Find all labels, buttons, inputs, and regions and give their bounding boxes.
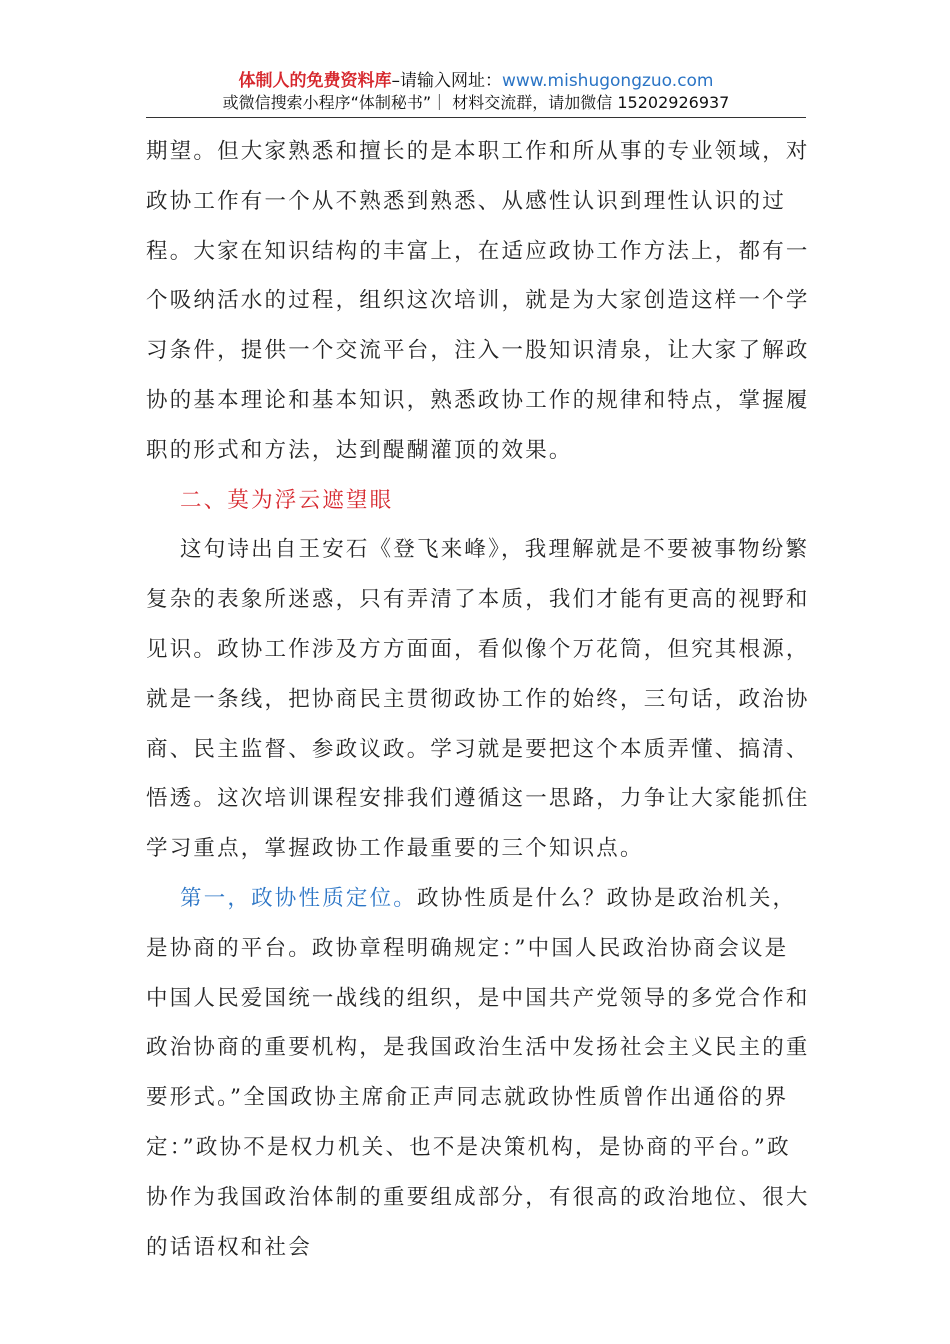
document-body (146, 127, 810, 1272)
paragraph-2: 这句诗出自王安石《登飞来峰》，我理解就是不要被事物纷繁复杂的表象所迷惑，只有弄清了本质，我们才能有更高的视野和见识。政协工作涉及方方面面，看似像个万花筒，但究其根源，就是一条线，把协商民主贯彻政协工作的始终，三句话，政治协商、民主监督、参政议政。学习就是要把这个本质弄懂、搞清、悟透。这次培训课程安排我们遵循这一思路，力争让大家能抓住学习重点，掌握政协工作最重要的三个知识点。 (146, 537, 810, 862)
header-url-link[interactable]: www.mishugongzuo.com (501, 71, 714, 91)
header-prompt: –请输入网址： (391, 71, 502, 91)
paragraph-3-text: 政协性质是什么？政协是政治机关，是协商的平台。政协章程明确规定：”中国人民政治协商会议是中国人民爱国统一战线的组织，是中国共产党领导的多党合作和政治协商的重要机构，是我国政治生活中发扬社会主义民主的重要形式。”全国政协主席俞正声同志就政协性质曾作出通俗的界定：”政协不是权力机关、也不是决策机构，是协商的平台。”政协作为我国政治体制的重要组成部分，有很高的政治地位、很大的话语权和社会 (146, 885, 810, 1260)
header-line-2: 或微信搜索小程序“体制秘书”｜ 材料交流群，请加微信 15202926937 (222, 93, 730, 112)
header-site-name: 体制人的免费资料库 (238, 71, 392, 91)
header-divider (146, 117, 806, 118)
header-line-1 (146, 70, 806, 92)
section-heading: 二、莫为浮云遮望眼 (180, 487, 394, 513)
paragraph-continued: 期望。但大家熟悉和擅长的是本职工作和所从事的专业领域，对政协工作有一个从不熟悉到熟悉、从感性认识到理性认识的过程。大家在知识结构的丰富上，在适应政协工作方法上，都有一个吸纳活水的过程，组织这次培训，就是为大家创造这样一个学习条件，提供一个交流平台，注入一股知识清泉，让大家了解政协的基本理论和基本知识，熟悉政协工作的规律和特点，掌握履职的形式和方法，达到醍醐灌顶的效果。 (146, 139, 810, 463)
paragraph-3-keyword: 第一，政协性质定位。 (180, 885, 418, 911)
page-header (146, 70, 806, 114)
paragraph-3 (146, 874, 810, 1272)
